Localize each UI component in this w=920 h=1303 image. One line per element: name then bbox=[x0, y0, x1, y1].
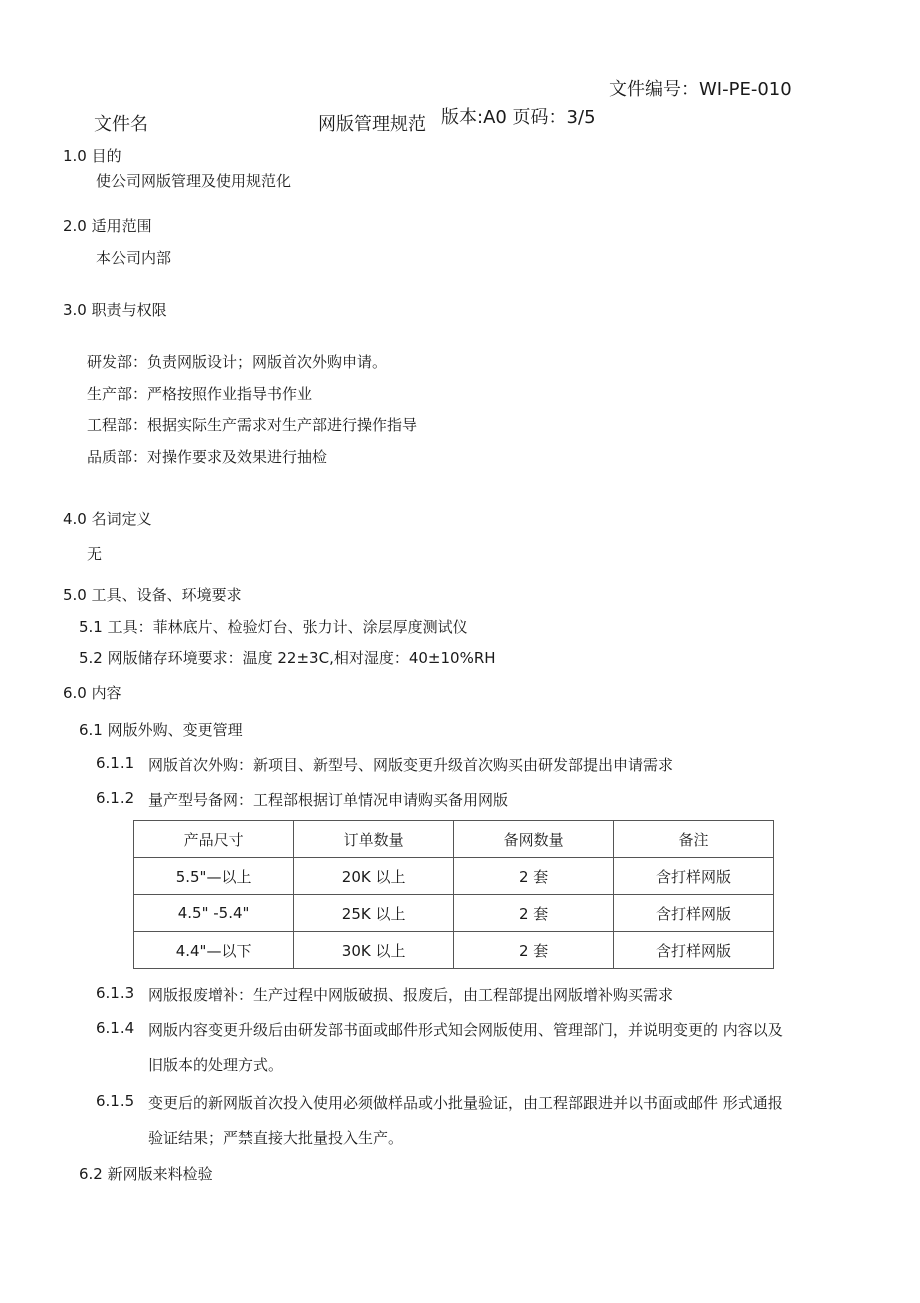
table-header: 备注 bbox=[614, 821, 774, 858]
section-1-title: 1.0 目的 bbox=[63, 147, 122, 165]
item-6-1-3-number: 6.1.3 bbox=[96, 984, 135, 1002]
table-row bbox=[134, 932, 774, 969]
section-5-2: 5.2 网版储存环境要求：温度 22±3C,相对湿度：40±10%RH bbox=[79, 649, 496, 667]
section-6-title: 6.0 内容 bbox=[63, 684, 122, 702]
file-name: 网版管理规范 bbox=[318, 114, 426, 135]
section-5-1: 5.1 工具：菲林底片、检验灯台、张力计、涂层厚度测试仪 bbox=[79, 618, 468, 636]
table-cell: 含打样网版 bbox=[614, 932, 774, 969]
table-cell: 2 套 bbox=[454, 895, 614, 932]
table-header: 产品尺寸 bbox=[134, 821, 294, 858]
item-6-1-5-line2: 验证结果；严禁直接大批量投入生产。 bbox=[148, 1129, 404, 1147]
table-cell: 4.5" -5.4" bbox=[134, 895, 294, 932]
table-row bbox=[134, 858, 774, 895]
section-6-2-title: 6.2 新网版来料检验 bbox=[79, 1165, 213, 1183]
section-2-title: 2.0 适用范围 bbox=[63, 217, 152, 235]
table-cell: 4.4"—以下 bbox=[134, 932, 294, 969]
table-cell: 25K 以上 bbox=[294, 895, 454, 932]
table-cell: 含打样网版 bbox=[614, 858, 774, 895]
table-cell: 含打样网版 bbox=[614, 895, 774, 932]
section-5-title: 5.0 工具、设备、环境要求 bbox=[63, 586, 242, 604]
table-cell: 30K 以上 bbox=[294, 932, 454, 969]
item-6-1-3-text: 网版报废增补：生产过程中网版破损、报废后，由工程部提出网版增补购买需求 bbox=[148, 986, 674, 1004]
section-4-body: 无 bbox=[87, 545, 103, 563]
section-1-body: 使公司网版管理及使用规范化 bbox=[96, 172, 292, 190]
table-cell: 5.5"—以上 bbox=[134, 858, 294, 895]
responsibility-quality: 品质部：对操作要求及效果进行抽检 bbox=[87, 448, 328, 466]
table-row bbox=[134, 895, 774, 932]
item-6-1-4-number: 6.1.4 bbox=[96, 1019, 135, 1037]
file-name-label: 文件名 bbox=[94, 114, 148, 135]
version-page: 版本:A0 页码：3/5 bbox=[441, 107, 596, 128]
item-6-1-2-text: 量产型号备网：工程部根据订单情况申请购买备用网版 bbox=[148, 791, 509, 809]
table-cell: 20K 以上 bbox=[294, 858, 454, 895]
section-3-title: 3.0 职责与权限 bbox=[63, 301, 167, 319]
item-6-1-5-line1: 变更后的新网版首次投入使用必须做样品或小批量验证，由工程部跟进并以书面或邮件 形式通报 bbox=[148, 1094, 783, 1112]
document-number: 文件编号：WI-PE-010 bbox=[609, 79, 792, 100]
table-header: 订单数量 bbox=[294, 821, 454, 858]
item-6-1-4-line1: 网版内容变更升级后由研发部书面或邮件形式知会网版使用、管理部门，并说明变更的 内容以及 bbox=[148, 1021, 783, 1039]
item-6-1-2-number: 6.1.2 bbox=[96, 789, 135, 807]
spare-screen-table bbox=[133, 820, 774, 969]
table-cell: 2 套 bbox=[454, 932, 614, 969]
table-cell: 2 套 bbox=[454, 858, 614, 895]
section-6-1-title: 6.1 网版外购、变更管理 bbox=[79, 721, 243, 739]
item-6-1-4-line2: 旧版本的处理方式。 bbox=[148, 1056, 284, 1074]
item-6-1-1-text: 网版首次外购：新项目、新型号、网版变更升级首次购买由研发部提出申请需求 bbox=[148, 756, 674, 774]
item-6-1-1-number: 6.1.1 bbox=[96, 754, 135, 772]
section-2-body: 本公司内部 bbox=[96, 249, 172, 267]
section-4-title: 4.0 名词定义 bbox=[63, 510, 152, 528]
table-header: 备网数量 bbox=[454, 821, 614, 858]
table-header-row bbox=[134, 821, 774, 858]
responsibility-engineering: 工程部：根据实际生产需求对生产部进行操作指导 bbox=[87, 416, 418, 434]
item-6-1-5-number: 6.1.5 bbox=[96, 1092, 135, 1110]
responsibility-production: 生产部：严格按照作业指导书作业 bbox=[87, 385, 313, 403]
responsibility-rd: 研发部：负责网版设计；网版首次外购申请。 bbox=[87, 353, 388, 371]
